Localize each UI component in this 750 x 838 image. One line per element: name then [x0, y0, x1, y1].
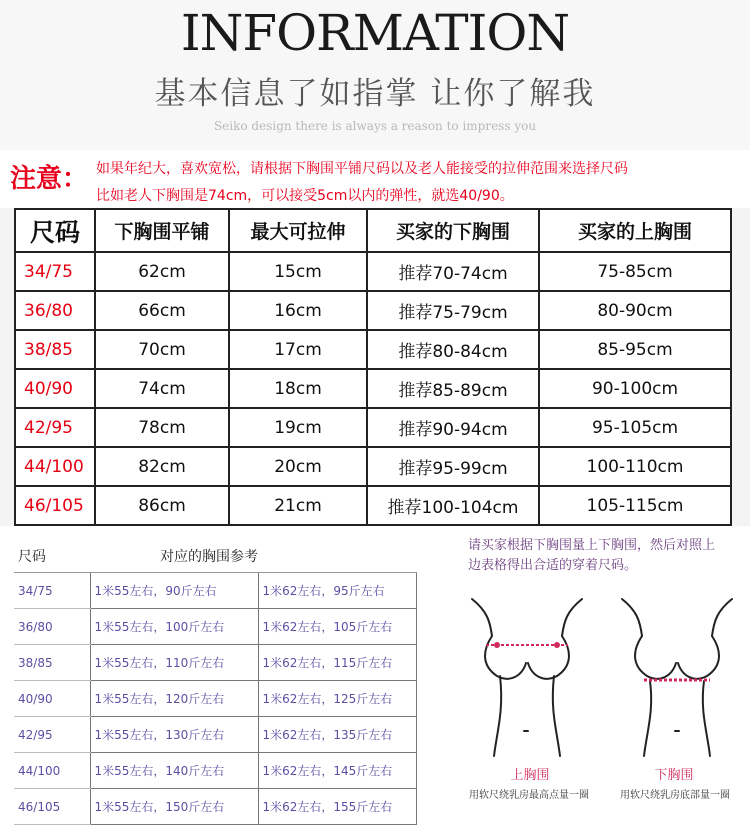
size-cell: 36/80	[15, 291, 95, 330]
tagline: Seiko design there is always a reason to impress you	[213, 119, 537, 133]
table-cell: 推荐75-79cm	[367, 291, 539, 330]
table-cell: 1米62左右，135斤左右	[258, 717, 416, 753]
measurement-diagram	[442, 526, 750, 838]
notice-box	[0, 150, 750, 208]
size-table-header	[15, 209, 731, 252]
table-cell: 推荐70-74cm	[367, 252, 539, 291]
table-cell: 75-85cm	[539, 252, 731, 291]
notice-text-line1: 如果年纪大，喜欢宽松，请根据下胸围平铺尺码以及老人能接受的拉伸范围来选择尺码	[96, 161, 628, 177]
tape-marker	[554, 642, 560, 648]
table-cell: 15cm	[229, 252, 367, 291]
notice-label: 注意：	[10, 164, 89, 194]
table-cell: 80-90cm	[539, 291, 731, 330]
table-row	[15, 291, 731, 330]
table-cell: 1米62左右，145斤左右	[258, 753, 416, 789]
size-table-header-cell: 下胸围平铺	[95, 209, 229, 252]
table-row	[14, 789, 416, 825]
size-cell: 34/75	[14, 573, 90, 609]
table-cell: 74cm	[95, 369, 229, 408]
table-cell: 1米55左右，100斤左右	[90, 609, 258, 645]
table-cell: 推荐90-94cm	[367, 408, 539, 447]
table-row	[15, 408, 731, 447]
diagram-instruction-line1: 请买家根据下胸围量上下胸围，然后对照上	[468, 538, 716, 553]
table-cell: 62cm	[95, 252, 229, 291]
table-row	[14, 609, 416, 645]
table-cell: 70cm	[95, 330, 229, 369]
size-cell: 40/90	[14, 681, 90, 717]
size-cell: 42/95	[15, 408, 95, 447]
table-cell: 推荐95-99cm	[367, 447, 539, 486]
table-cell: 1米62左右，125斤左右	[258, 681, 416, 717]
table-cell: 1米62左右，95斤左右	[258, 573, 416, 609]
reference-table-header	[14, 540, 416, 573]
size-cell: 46/105	[14, 789, 90, 825]
table-cell: 推荐80-84cm	[367, 330, 539, 369]
table-row	[14, 717, 416, 753]
under-bust-label: 下胸围	[654, 768, 694, 783]
table-cell: 1米55左右，140斤左右	[90, 753, 258, 789]
header-banner	[0, 0, 750, 150]
table-cell: 1米55左右，110斤左右	[90, 645, 258, 681]
size-cell: 42/95	[14, 717, 90, 753]
table-cell: 1米55左右，130斤左右	[90, 717, 258, 753]
table-cell: 推荐85-89cm	[367, 369, 539, 408]
table-cell: 66cm	[95, 291, 229, 330]
table-cell: 19cm	[229, 408, 367, 447]
size-cell: 40/90	[15, 369, 95, 408]
table-cell: 1米62左右，155斤左右	[258, 789, 416, 825]
upper-bust-instruction: 用软尺绕乳房最高点量一圈	[469, 790, 589, 801]
table-cell: 1米55左右，90斤左右	[90, 573, 258, 609]
notice-text-line2: 比如老人下胸围是74cm，可以接受5cm以内的弹性，就选40/90。	[96, 188, 514, 204]
table-cell: 100-110cm	[539, 447, 731, 486]
page-subtitle: 基本信息了如指掌 让你了解我	[154, 76, 596, 112]
upper-bust-figure	[472, 599, 582, 756]
table-row	[15, 330, 731, 369]
table-row	[15, 447, 731, 486]
table-cell: 20cm	[229, 447, 367, 486]
table-cell: 1米55左右，150斤左右	[90, 789, 258, 825]
size-cell: 38/85	[14, 645, 90, 681]
size-cell: 44/100	[15, 447, 95, 486]
tape-marker	[494, 642, 500, 648]
size-cell: 44/100	[14, 753, 90, 789]
under-bust-instruction: 用软尺绕乳房底部量一圈	[620, 790, 730, 801]
reference-header-cell: 对应的胸围参考	[90, 540, 416, 573]
table-cell: 17cm	[229, 330, 367, 369]
table-cell: 推荐100-104cm	[367, 486, 539, 525]
table-cell: 90-100cm	[539, 369, 731, 408]
reference-section	[0, 526, 750, 838]
table-cell: 16cm	[229, 291, 367, 330]
table-row	[15, 369, 731, 408]
table-row	[14, 753, 416, 789]
reference-table	[14, 540, 417, 825]
size-table-header-cell: 买家的下胸围	[367, 209, 539, 252]
under-bust-figure	[622, 599, 732, 756]
size-table	[14, 208, 732, 526]
table-cell: 95-105cm	[539, 408, 731, 447]
table-cell: 18cm	[229, 369, 367, 408]
table-cell: 21cm	[229, 486, 367, 525]
table-cell: 1米55左右，120斤左右	[90, 681, 258, 717]
size-cell: 36/80	[14, 609, 90, 645]
table-cell: 85-95cm	[539, 330, 731, 369]
table-cell: 1米62左右，105斤左右	[258, 609, 416, 645]
page-title: INFORMATION	[180, 4, 570, 62]
size-table-header-cell: 尺码	[15, 209, 95, 252]
size-cell: 46/105	[15, 486, 95, 525]
table-row	[14, 681, 416, 717]
table-row	[14, 645, 416, 681]
table-row	[14, 573, 416, 609]
table-cell: 86cm	[95, 486, 229, 525]
diagram-instruction-line2: 边表格得出合适的穿着尺码。	[468, 558, 638, 573]
upper-bust-label: 上胸围	[510, 768, 550, 783]
table-cell: 82cm	[95, 447, 229, 486]
size-cell: 38/85	[15, 330, 95, 369]
size-cell: 34/75	[15, 252, 95, 291]
size-table-header-cell: 买家的上胸围	[539, 209, 731, 252]
size-table-header-cell: 最大可拉伸	[229, 209, 367, 252]
table-cell: 1米62左右，115斤左右	[258, 645, 416, 681]
reference-header-cell: 尺码	[14, 540, 90, 573]
table-row	[15, 252, 731, 291]
table-cell: 105-115cm	[539, 486, 731, 525]
table-row	[15, 486, 731, 525]
table-cell: 78cm	[95, 408, 229, 447]
